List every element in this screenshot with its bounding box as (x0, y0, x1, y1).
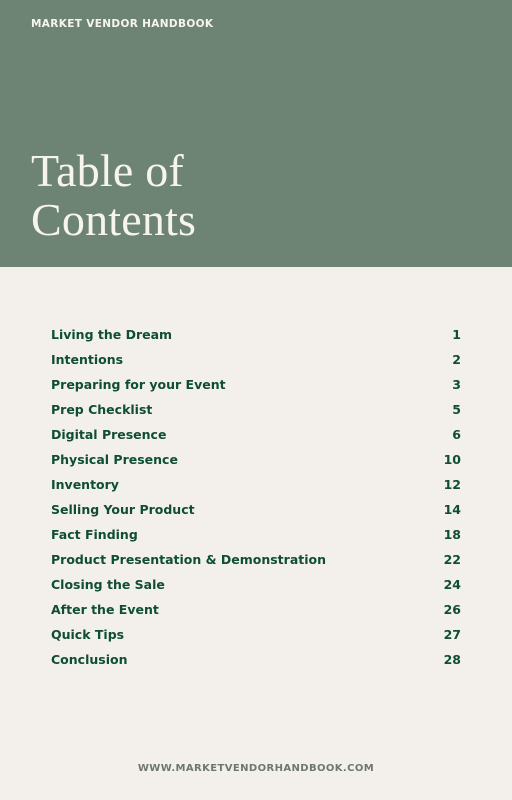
toc-item-label: Quick Tips (51, 627, 125, 642)
toc-page-number: 1 (452, 327, 461, 342)
toc-item-label: Preparing for your Event (51, 377, 226, 392)
toc-item-intentions[interactable] (51, 347, 461, 372)
toc-item-living-the-dream[interactable] (51, 322, 461, 347)
toc-item-label: Conclusion (51, 652, 128, 667)
toc-item-label: Prep Checklist (51, 402, 153, 417)
toc-item-physical-presence[interactable] (51, 447, 461, 472)
header-band (0, 0, 512, 267)
toc-item-label: Product Presentation & Demonstration (51, 552, 327, 567)
toc-item-digital-presence[interactable] (51, 422, 461, 447)
toc-item-quick-tips[interactable] (51, 622, 461, 647)
table-of-contents (51, 322, 461, 672)
toc-item-prep-checklist[interactable] (51, 397, 461, 422)
toc-page-number: 10 (443, 452, 461, 467)
toc-item-preparing-for-your-event[interactable] (51, 372, 461, 397)
toc-page-number: 3 (452, 377, 461, 392)
toc-page-number: 6 (452, 427, 461, 442)
toc-item-label: Digital Presence (51, 427, 167, 442)
toc-page-number: 26 (443, 602, 461, 617)
toc-page-number: 27 (443, 627, 461, 642)
toc-item-fact-finding[interactable] (51, 522, 461, 547)
toc-page-number: 28 (443, 652, 461, 667)
toc-item-label: Intentions (51, 352, 124, 367)
brand-label: MARKET VENDOR HANDBOOK (31, 18, 214, 30)
toc-item-conclusion[interactable] (51, 647, 461, 672)
toc-page-number: 14 (443, 502, 461, 517)
toc-item-label: Inventory (51, 477, 119, 492)
toc-item-label: Closing the Sale (51, 577, 165, 592)
toc-page-number: 18 (443, 527, 461, 542)
toc-item-selling-your-product[interactable] (51, 497, 461, 522)
toc-item-label: Living the Dream (51, 327, 173, 342)
toc-page-number: 5 (452, 402, 461, 417)
toc-page-number: 22 (443, 552, 461, 567)
toc-item-label: Selling Your Product (51, 502, 195, 517)
toc-item-label: Fact Finding (51, 527, 138, 542)
toc-page-number: 2 (452, 352, 461, 367)
toc-item-inventory[interactable] (51, 472, 461, 497)
toc-item-label: Physical Presence (51, 452, 178, 467)
page-title: Table of Contents (31, 145, 197, 245)
toc-page-number: 24 (443, 577, 461, 592)
toc-item-closing-the-sale[interactable] (51, 572, 461, 597)
toc-item-label: After the Event (51, 602, 159, 617)
toc-item-after-the-event[interactable] (51, 597, 461, 622)
toc-page-number: 12 (443, 477, 461, 492)
website-url[interactable]: WWW.MARKETVENDORHANDBOOK.COM (137, 763, 375, 774)
toc-item-product-presentation-demonstration[interactable] (51, 547, 461, 572)
